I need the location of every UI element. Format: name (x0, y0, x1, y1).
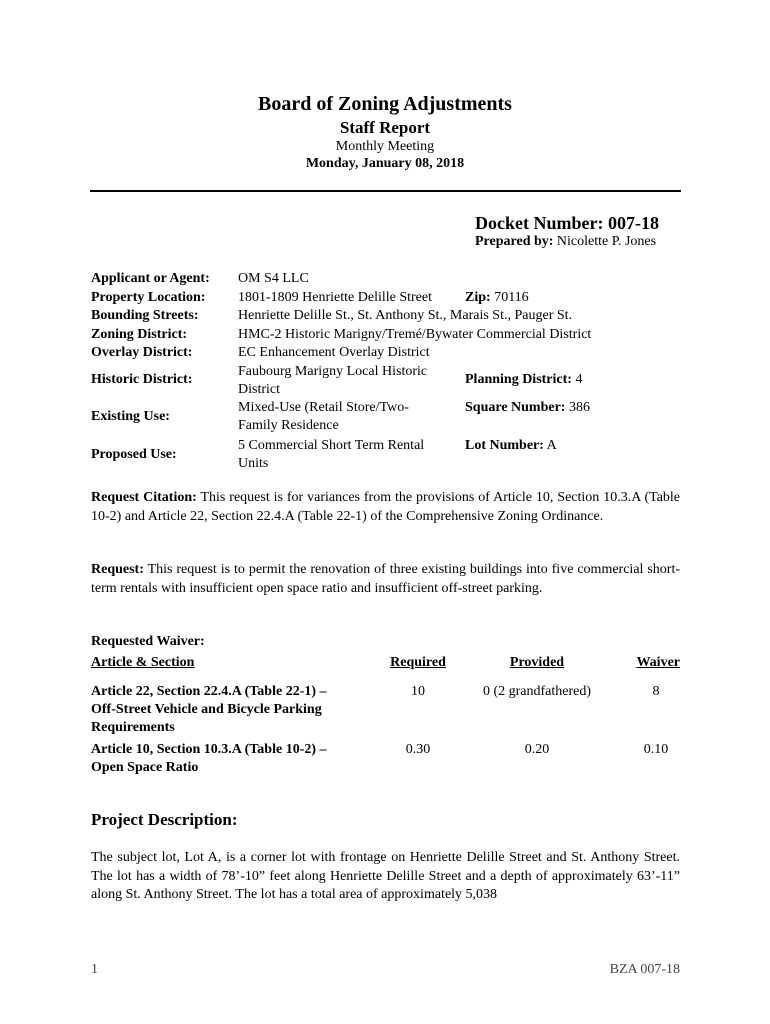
waiver-heading: Requested Waiver: (91, 634, 205, 649)
row1-provided: 0 (2 grandfathered) (482, 684, 592, 699)
footer-docket: BZA 007-18 (609, 962, 680, 977)
row1-article-line1: Article 22, Section 22.4.A (Table 22-1) – (91, 684, 327, 699)
row1-article-line2: Off-Street Vehicle and Bicycle Parking (91, 702, 322, 717)
zoning-label: Zoning District: (91, 327, 188, 342)
existing-use-label: Existing Use: (91, 409, 170, 424)
meeting-date: Monday, January 08, 2018 (305, 156, 465, 171)
proposed-use-line2: Units (238, 456, 269, 471)
zip (465, 289, 529, 307)
project-description-text: The subject lot, Lot A, is a corner lot with frontage on Henriette Delille Street and St. Anthony Street. The lot has a width of 78’-10” feet along Henriette Delille Street and a depth of approximately 63’-11” along St. Anthony Street. The lot has a total area of approximately 5,038 (91, 850, 680, 902)
applicant-value: OM S4 LLC (238, 271, 309, 286)
proposed-use-label: Proposed Use: (91, 447, 177, 462)
planning-district-value: 4 (575, 372, 583, 387)
zoning-value: HMC-2 Historic Marigny/Tremé/Bywater Commercial District (238, 327, 592, 342)
existing-use-line2: Family Residence (238, 418, 339, 433)
header-divider (90, 190, 681, 192)
request-text: This request is to permit the renovation of three existing buildings into five commercial short-term rentals with insufficient open space ratio and insufficient off-street parking. (91, 562, 681, 596)
row2-article-line2: Open Space Ratio (91, 760, 199, 775)
bounding-value: Henriette Delille St., St. Anthony St., Marais St., Pauger St. (238, 308, 573, 323)
row1-article-line3: Requirements (91, 720, 175, 735)
property-value: 1801-1809 Henriette Delille Street (238, 290, 432, 305)
historic-value-line2: District (238, 382, 280, 397)
col-required: Required (390, 655, 446, 670)
request (91, 561, 680, 598)
col-provided: Provided (509, 655, 565, 670)
report-subtitle: Staff Report (339, 118, 431, 137)
proposed-use-line1: 5 Commercial Short Term Rental (238, 438, 425, 453)
row2-waiver: 0.10 (643, 742, 669, 757)
docket-number: Docket Number: 007-18 (475, 213, 659, 233)
prepared-by-label: Prepared by: (475, 234, 554, 249)
request-citation-text: This request is for variances from the provisions of Article 10, Section 10.3.A (Table 10-2) and Article 22, Section 22.4.A (Table 22-1) of the Comprehensive Zoning Ordinance. (91, 490, 681, 524)
overlay-value: EC Enhancement Overlay District (238, 345, 430, 360)
square-number-value: 386 (568, 400, 590, 415)
row2-provided: 0.20 (524, 742, 550, 757)
lot-number (465, 437, 557, 455)
project-description-title: Project Description: (91, 810, 238, 829)
applicant-label: Applicant or Agent: (91, 271, 210, 286)
historic-value-line1: Faubourg Marigny Local Historic (238, 364, 428, 379)
square-number-label: Square Number: (465, 400, 566, 415)
meeting-type: Monthly Meeting (335, 139, 435, 154)
row1-required: 10 (411, 684, 425, 699)
request-citation (91, 489, 680, 526)
overlay-label: Overlay District: (91, 345, 193, 360)
planning-district (465, 371, 582, 389)
row1-waiver: 8 (652, 684, 660, 699)
col-waiver: Waiver (636, 655, 680, 670)
historic-label: Historic District: (91, 372, 193, 387)
page-number: 1 (91, 962, 98, 977)
bounding-label: Bounding Streets: (91, 308, 199, 323)
zip-value: 70116 (494, 290, 529, 305)
row2-required: 0.30 (405, 742, 431, 757)
lot-number-value: A (546, 438, 557, 453)
request-citation-label: Request Citation: (91, 490, 197, 505)
col-article-section: Article & Section (91, 655, 195, 670)
square-number (465, 399, 590, 417)
planning-district-label: Planning District: (465, 372, 572, 387)
report-title: Board of Zoning Adjustments (258, 93, 512, 115)
request-label: Request: (91, 562, 144, 577)
existing-use-line1: Mixed-Use (Retail Store/Two- (238, 400, 409, 415)
prepared-by (475, 234, 656, 250)
prepared-by-name: Nicolette P. Jones (556, 234, 657, 249)
property-label: Property Location: (91, 290, 206, 305)
lot-number-label: Lot Number: (465, 438, 544, 453)
zip-label: Zip: (465, 290, 491, 305)
row2-article-line1: Article 10, Section 10.3.A (Table 10-2) – (91, 742, 327, 757)
